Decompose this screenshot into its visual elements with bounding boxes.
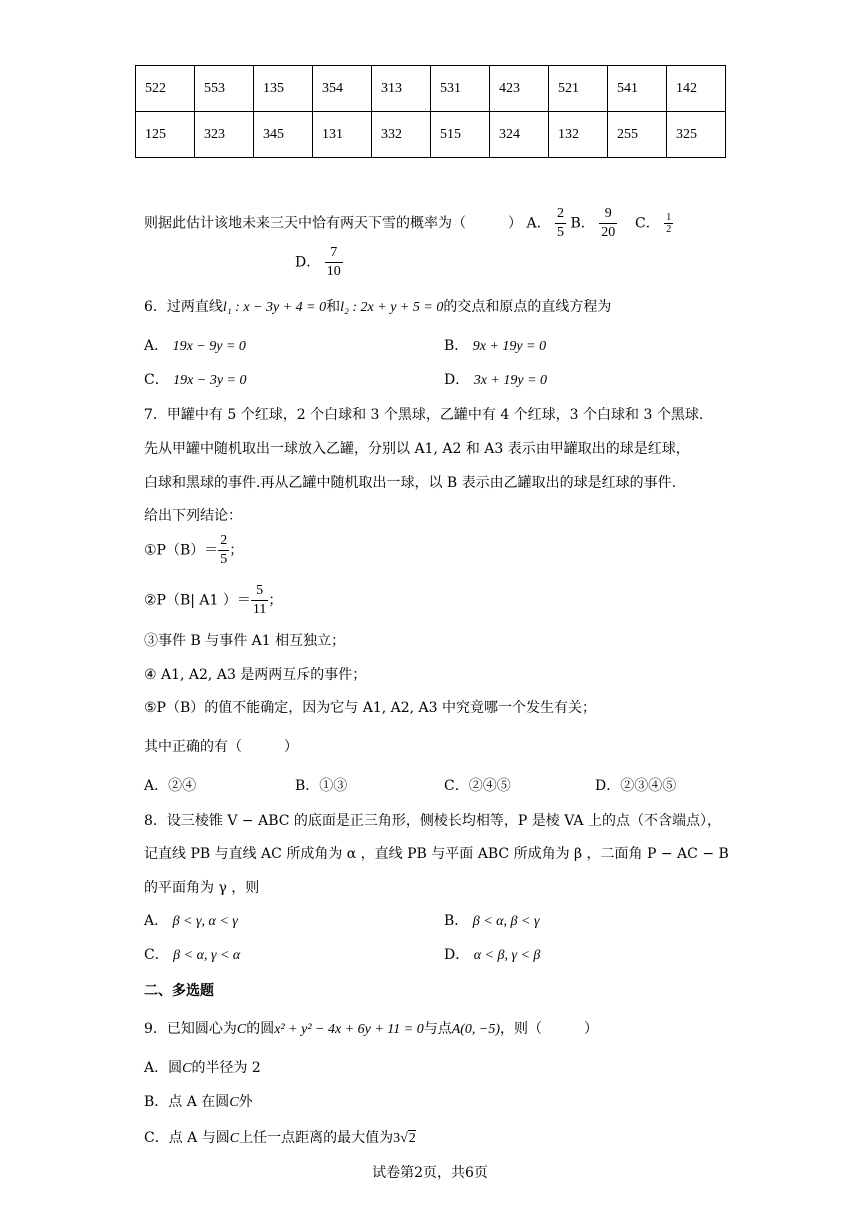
q9-point: A(0, −5) [451, 1022, 501, 1037]
q6-option-c: C． 19x − 3y = 0 [144, 372, 247, 388]
q7-option-b: B．①③ [295, 778, 348, 794]
q5-option-d-label: D． [295, 254, 321, 271]
table-cell: 521 [549, 66, 608, 112]
table-cell: 323 [195, 112, 254, 158]
table-cell: 515 [431, 112, 490, 158]
q9-circle-equation: x² + y² − 4x + 6y + 11 = 0 [274, 1022, 424, 1037]
q7-conclusion-1: ①P（B）＝ $\frac{2}{5}$ ； [144, 533, 244, 567]
table-cell: 132 [549, 112, 608, 158]
table-cell: 332 [372, 112, 431, 158]
q5-option-d [295, 244, 343, 281]
q7-conclusion-2: ②P（B| A1 ）＝ $\frac{5}{11}$ ； [144, 583, 283, 617]
table-cell: 541 [608, 66, 667, 112]
page-footer: 试卷第2页，共6页 [372, 1165, 488, 1181]
table-cell: 325 [667, 112, 726, 158]
table-cell: 135 [254, 66, 313, 112]
table-cell: 142 [667, 66, 726, 112]
table-cell: 313 [372, 66, 431, 112]
q6-option-d: D． 3x + 19y = 0 [444, 372, 548, 388]
table-cell: 423 [490, 66, 549, 112]
q5-option-c-label: C． [635, 215, 660, 232]
q8-option-c: C． β < α, γ < α [144, 947, 241, 963]
q7-option-a: A．②④ [144, 778, 197, 794]
q8-option-b: B． β < α, β < γ [444, 913, 540, 929]
q6-option-b: B． 9x + 19y = 0 [444, 338, 547, 354]
q9-option-c: C．点 A 与圆C上任一点距离的最大值为3√2 [144, 1130, 416, 1146]
q7-conclusion-3: ③事件 B 与事件 A1 相互独立； [144, 633, 346, 649]
table-cell: 553 [195, 66, 254, 112]
q7-option-c: C．②④⑤ [444, 778, 511, 794]
table-cell: 131 [313, 112, 372, 158]
q5-option-d-fraction: $\frac{7}{10}$ [326, 245, 341, 279]
q7-line-4: 给出下列结论： [144, 508, 242, 524]
q9-option-b: B．点 A 在圆C外 [144, 1094, 253, 1110]
q6-line-l1: l₁ : x − 3y + 4 = 0 [222, 300, 327, 315]
q8-option-d: D． α < β, γ < β [444, 947, 541, 963]
q5-stem [144, 205, 673, 242]
table-cell: 522 [136, 66, 195, 112]
table-cell: 324 [490, 112, 549, 158]
q5-option-a-label: A． [526, 215, 551, 232]
q7-conclusion-4: ④ A1, A2, A3 是两两互斥的事件； [144, 667, 367, 683]
random-number-table [135, 65, 726, 158]
q6-option-a: A． 19x − 9y = 0 [144, 338, 246, 354]
table-cell: 345 [254, 112, 313, 158]
q7-ask: 其中正确的有（ ） [144, 739, 298, 755]
table-row [136, 66, 726, 112]
q8-line-2: 记直线 PB 与直线 AC 所成角为 α ，直线 PB 与平面 ABC 所成角为 β ，二面角 P − AC − B [144, 846, 729, 862]
q8-line-3: 的平面角为 γ ，则 [144, 880, 260, 896]
table-cell: 531 [431, 66, 490, 112]
q9-option-a: A．圆C的半径为 2 [144, 1060, 261, 1076]
table-row [136, 112, 726, 158]
q7-line-1: 7．甲罐中有 5 个红球，2 个白球和 3 个黑球，乙罐中有 4 个红球，3 个白球和 3 个黑球. [144, 407, 704, 423]
q7-line-3: 白球和黑球的事件.再从乙罐中随机取出一球，以 B 表示由乙罐取出的球是红球的事件. [144, 475, 677, 491]
q7-conclusion-5: ⑤P（B）的值不能确定，因为它与 A1, A2, A3 中究竟哪一个发生有关； [144, 700, 597, 716]
q8-option-a: A． β < γ, α < γ [144, 913, 238, 929]
q5-stem-text: 则据此估计该地未来三天中恰有两天下雪的概率为（ ） [144, 215, 522, 232]
section-heading: 二、多选题 [144, 983, 214, 999]
table-cell: 354 [313, 66, 372, 112]
q5-option-c-fraction: $\frac{1}{2}$ [666, 212, 672, 235]
q5-option-a-fraction: $\frac{2}{5}$ [557, 206, 565, 240]
q7-line-2: 先从甲罐中随机取出一球放入乙罐，分别以 A1, A2 和 A3 表示由甲罐取出的球是红球， [144, 441, 690, 457]
q6-stem: 6．过两直线l₁ : x − 3y + 4 = 0和l₂ : 2x + y + 5 = 0的交点和原点的直线方程为 [144, 299, 612, 315]
q9-sqrt-radicand: 2 [408, 1131, 416, 1146]
q8-line-1: 8．设三棱锥 V − ABC 的底面是正三角形，侧棱长均相等，P 是棱 VA 上的点（不含端点）， [144, 813, 721, 829]
q7-option-d: D．②③④⑤ [595, 778, 677, 794]
table-cell: 125 [136, 112, 195, 158]
q9-stem: 9．已知圆心为C的圆x² + y² − 4x + 6y + 11 = 0与点A(0, −5)，则（ ） [144, 1021, 599, 1037]
q5-option-b-fraction: $\frac{9}{20}$ [601, 206, 616, 240]
table-cell: 255 [608, 112, 667, 158]
q6-line-l2: l₂ : 2x + y + 5 = 0 [340, 300, 444, 315]
q5-option-b-label: B． [570, 215, 595, 232]
